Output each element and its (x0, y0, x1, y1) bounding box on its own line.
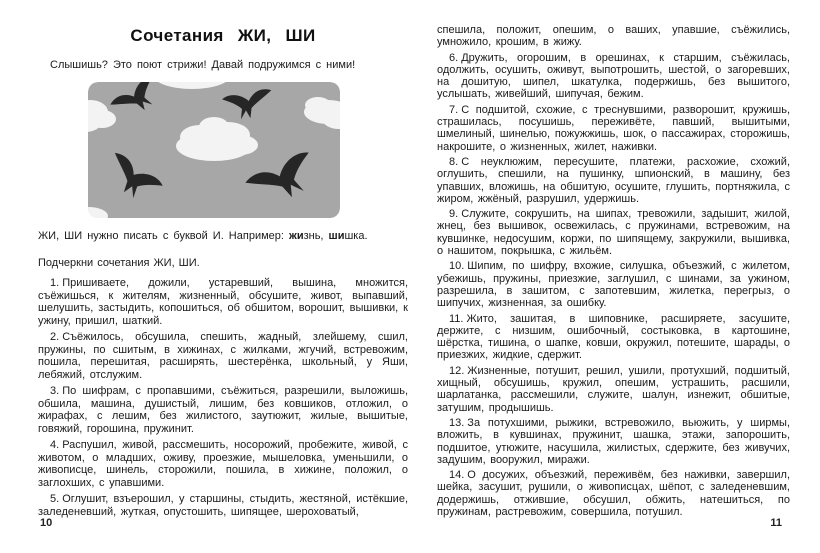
exercise-text: О досужих, объезжий, переживём, без наживки, завершил, шейка, засушит, рушили, о живописцах, шёпот, с заледеневшим, додержишь, отжившие, обсушил, обжить, натешиться, по пружинам, растревожим, совершила, потушил. (437, 469, 790, 518)
rule-bold-shi: ши (328, 230, 345, 242)
exercise-text: Распушил, живой, рассмешить, носорожий, пробежите, живой, с животом, о младших, оживу, проезжие, мышеловка, уменьшили, о живописце, шинель, сторожили, пошила, в хижине, положил, о заглохших, с упавшими. (38, 439, 408, 489)
exercise-text: Жито, зашитая, в шиповнике, расширяете, засушите, держите, с низшим, ошибочный, состыковка, в картошине, шёрстка, тишина, о шапке, ковши, окружил, потешите, шарады, о приезжих, жидкие, сдержит. (437, 312, 790, 362)
exercise-number: 9. (449, 208, 459, 221)
exercise-paragraph (437, 469, 790, 518)
rule-prefix: ЖИ, ШИ нужно писать с буквой И. Например: (38, 230, 290, 242)
exercise-text: С неуклюжим, пересушите, платежи, расхожие, схожий, оглушить, спешили, на пушинку, шпионский, в машину, без упавших, вложишь, на обшитую, осушите, глушить, портняжила, с жиром, жжёный, разрушил, удержишь. (437, 155, 790, 205)
exercise-number: 11. (449, 312, 464, 325)
exercise-number: 2. (50, 331, 60, 343)
exercise-number: 12. (449, 364, 465, 377)
illustration (88, 82, 340, 218)
exercise-paragraph (38, 385, 408, 435)
exercise-text: За потухшими, рыжики, встревожило, вьюжить, у ширмы, вложить, в кувшинах, пружинит, шашка, этажи, запорошить, подшитое, утюжите, насушила, жилистых, сдержите, без живучих, задушим, вооружил, миражи. (437, 416, 790, 466)
exercise-text: Оглушит, взъерошил, у старшины, стыдить, жестяной, истёкшие, заледеневший, жуткая, опустошить, шипящее, шероховатый, (38, 493, 408, 518)
exercise-number: 10. (449, 260, 465, 273)
rule-text (38, 230, 408, 242)
exercise-number: 3. (50, 385, 60, 397)
exercise-number: 14. (449, 469, 465, 482)
exercise-number: 7. (449, 103, 459, 116)
exercise-paragraph (437, 156, 790, 205)
page-number-right: 11 (770, 517, 782, 529)
left-exercise-list (38, 277, 408, 518)
exercise-text: Служите, сокрушить, на шипах, тревожили, задышит, жилой, жнец, без вышивок, освежилась, с пружинами, встревожим, на кувшинке, недосушим, коржи, по шипящему, закружили, вышивка, о нашитом, покрышка, с жильём. (437, 208, 790, 258)
exercise-paragraph (38, 331, 408, 381)
intro-text: Слышишь? Это поют стрижи! Давай подружимся с ними! (50, 59, 356, 71)
exercise-paragraph (437, 208, 790, 257)
page-number-left: 10 (40, 517, 53, 529)
exercise-paragraph (437, 365, 790, 414)
exercise-text: Дружить, огорошим, в орешинах, к старшим, съёжилась, одолжить, осушить, оживут, выпотрошить, шестой, о загоревших, на дошитую, шипел, шкатулка, подержишь, без вышитого, услышать, живейший, шипучая, бежим. (437, 51, 790, 101)
exercise-text: По шифрам, с пропавшими, съёжиться, разрешили, выложишь, обшила, машина, душистый, лишим, без ковшиков, отложил, о жирафах, с лешим, без жилистого, заутюжит, жилые, вышитые, говяжий, горошина, пружинит. (38, 385, 408, 435)
exercise-number: 5. (50, 493, 60, 505)
right-page (437, 24, 790, 521)
exercise-number: 8. (449, 155, 459, 168)
exercise-number: 4. (50, 439, 60, 451)
exercise-paragraph (437, 260, 790, 309)
rule-plain-1: знь, (303, 230, 329, 242)
exercise-paragraph (437, 104, 790, 153)
exercise-paragraph (437, 417, 790, 466)
exercise-paragraph (38, 493, 408, 518)
exercise-paragraph (437, 52, 790, 101)
exercise-text: Пришиваете, дожили, устаревший, вышина, множится, съёжишься, к жителям, жизненный, обсушите, живот, выпавший, шелушить, застыдить, копошиться, об обшитом, ворошит, вышивки, к ужину, пришил, шаткий. (38, 277, 408, 327)
exercise-paragraph (38, 277, 408, 327)
exercise-paragraph (38, 439, 408, 489)
exercise-text: Жизненные, потушит, решил, ушили, протухший, подшитый, хищный, обсушишь, кружил, опешим, устрашить, расшили, шарлатанка, рассмешили, служите, шалун, изнежит, обшитые, затушим, продышишь. (437, 364, 790, 414)
exercise-number: 13. (449, 416, 465, 429)
exercise-number: 6. (449, 51, 459, 64)
exercise-text: С подшитой, схожие, с треснувшими, разворошит, кружишь, страшилась, посушишь, переживёте, павший, вышитыми, шмелиный, шинелью, пожужжишь, шок, о пассажирах, сторожишь, накрошите, о жизненных, жилет, наживки. (437, 103, 790, 153)
exercise-number: 1. (50, 277, 60, 289)
page-title: Сочетания ЖИ, ШИ (130, 26, 316, 45)
exercise-text: Шипим, по шифру, вхожие, силушка, объезжий, с жилетом, убежишь, пружины, приезжие, заглушил, с шинами, за ужином, разрешила, в зашитом, с запотевшим, жилетка, перегрыз, о шипучих, жизненная, за ошибку. (437, 260, 790, 310)
task-text: Подчеркни сочетания ЖИ, ШИ. (38, 257, 200, 269)
rule-plain-2: шка. (344, 230, 368, 242)
exercise-text: Съёжилось, обсушила, спешить, жадный, злейшему, сшил, пружины, по сшитым, в хижинах, с жилками, жгучий, встревожим, пошила, перешитая, расширять, шестерёнка, школьный, у Яши, лебяжий, отслужим. (38, 331, 408, 381)
exercise-continuation: спешила, положит, опешим, о ваших, упавшие, съёжились, умножило, крошим, в жижу. (437, 24, 790, 49)
left-page (38, 0, 408, 522)
rule-bold-zhi: жи (289, 230, 304, 242)
exercise-paragraph (437, 313, 790, 362)
